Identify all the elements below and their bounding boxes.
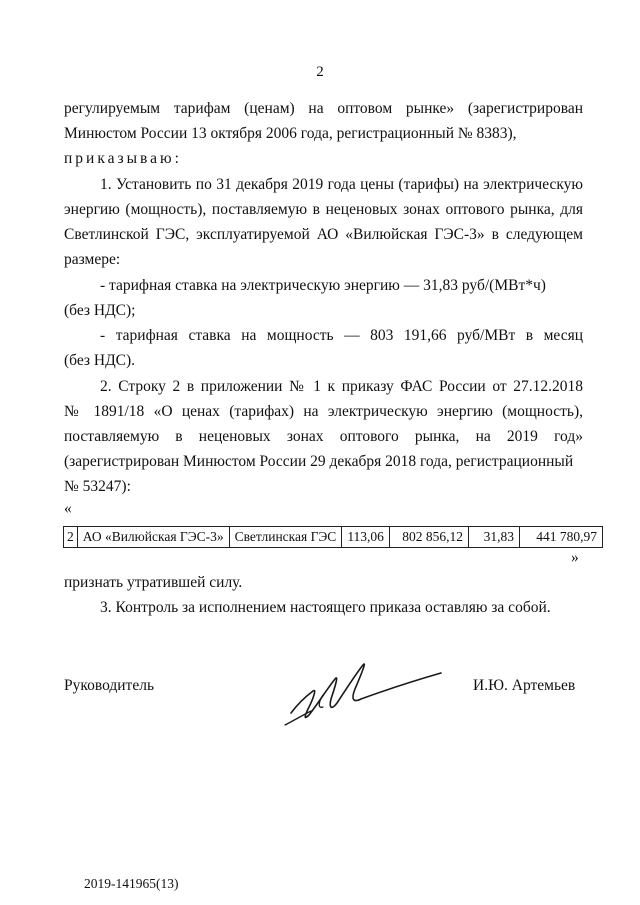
- bullet-2-line: - тарифная ставка на мощность — 803 191,66 руб/МВт в месяц: [100, 327, 583, 344]
- order-word: приказываю:: [64, 150, 182, 167]
- tariff-table: [63, 526, 603, 548]
- after-table-text: признать утратившей силу.: [64, 574, 243, 591]
- signatory-name: И.Ю. Артемьев: [473, 677, 576, 694]
- text-line: регулируемым тарифам (ценам) на оптовом рынке» (зарегистрирован: [64, 100, 583, 117]
- bullet-1-line: (без НДС);: [64, 302, 136, 319]
- cell-company: АО «Вилюйская ГЭС-3»: [77, 527, 229, 548]
- paragraph-1-line: Светлинской ГЭС, эксплуатируемой АО «Вилюйская ГЭС-3» в следующем: [64, 226, 583, 243]
- paragraph-2-line: № 53247):: [64, 478, 131, 495]
- cell-plant: Светлинская ГЭС: [229, 527, 342, 548]
- paragraph-1-line: 1. Установить по 31 декабря 2019 года цены (тарифы) на электрическую: [100, 176, 583, 193]
- paragraph-1-line: размере:: [64, 251, 121, 268]
- cell-value-2: 802 856,12: [389, 527, 468, 548]
- paragraph-2-line: поставляемую в неценовых зонах оптового рынка, на 2019 год»: [64, 428, 583, 445]
- text-line: Минюстом России 13 октября 2006 года, регистрационный № 8383),: [64, 125, 517, 142]
- paragraph-2-line: (зарегистрирован Минюстом России 29 декабря 2018 года, регистрационный: [64, 453, 574, 470]
- bullet-1-line: - тарифная ставка на электрическую энергию — 31,83 руб/(МВт*ч): [100, 277, 546, 294]
- document-code: 2019-141965(13): [84, 876, 179, 891]
- paragraph-2-line: № 1891/18 «О ценах (тарифах) на электрическую энергию (мощность),: [64, 403, 583, 420]
- close-quote: »: [571, 549, 579, 566]
- cell-value-4: 441 780,97: [519, 527, 602, 548]
- cell-value-1: 113,06: [342, 527, 390, 548]
- paragraph-2-line: 2. Строку 2 в приложении № 1 к приказу ФАС России от 27.12.2018: [100, 378, 583, 395]
- signatory-role: Руководитель: [64, 677, 155, 694]
- table-row: [64, 527, 603, 548]
- cell-row-number: 2: [64, 527, 78, 548]
- bullet-2-line: (без НДС).: [64, 352, 136, 369]
- paragraph-1-line: энергию (мощность), поставляемую в неценовых зонах оптового рынка, для: [64, 201, 583, 218]
- paragraph-3: 3. Контроль за исполнением настоящего приказа оставляю за собой.: [100, 599, 551, 616]
- page-number: 2: [316, 64, 324, 80]
- handwritten-signature: [283, 655, 448, 730]
- cell-value-3: 31,83: [468, 527, 519, 548]
- open-quote: «: [64, 500, 72, 517]
